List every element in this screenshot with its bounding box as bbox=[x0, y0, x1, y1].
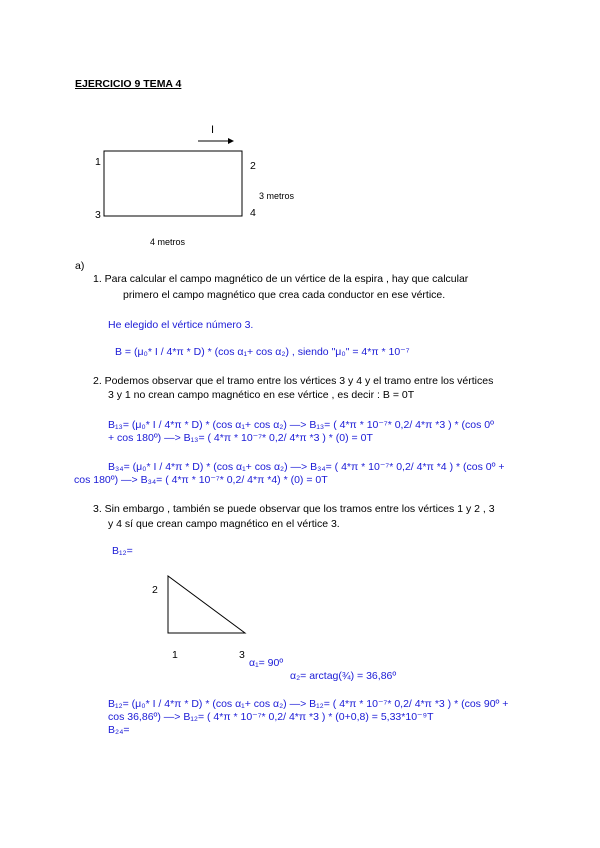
b34-line2: cos 180º) —> B₃₄= ( 4*π * 10⁻⁷* 0,2/ 4*π *4) * (0) = 0T bbox=[74, 474, 328, 486]
item1-line2: primero el campo magnético que crea cada conductor en ese vértice. bbox=[123, 289, 446, 301]
b24-heading: B₂₄= bbox=[108, 724, 130, 736]
vertex-1-label: 1 bbox=[95, 156, 101, 168]
width-label: 4 metros bbox=[150, 237, 186, 247]
b13-line2: + cos 180º) —> B₁₃= ( 4*π * 10⁻⁷* 0,2/ 4*π *3 ) * (0) = 0T bbox=[108, 432, 373, 444]
item1-line1: 1. Para calcular el campo magnético de un vértice de la espira , hay que calcular bbox=[93, 273, 469, 285]
alpha1-value: α₁= 90º bbox=[249, 657, 284, 669]
page-title: EJERCICIO 9 TEMA 4 bbox=[75, 78, 182, 90]
b13-line1: B₁₃= (μ₀* I / 4*π * D) * (cos α₁+ cos α₂) —> B₁₃= ( 4*π * 10⁻⁷* 0,2/ 4*π *3 ) * (cos 0º bbox=[108, 419, 494, 431]
height-label: 3 metros bbox=[259, 191, 295, 201]
item2-line2: 3 y 1 no crean campo magnético en ese vértice , es decir : B = 0T bbox=[108, 389, 415, 401]
b34-line1: B₃₄= (μ₀* I / 4*π * D) * (cos α₁+ cos α₂) —> B₃₄= ( 4*π * 10⁻⁷* 0,2/ 4*π *4 ) * (cos 0º + bbox=[108, 461, 505, 473]
vertex-4-label: 4 bbox=[250, 207, 256, 219]
vertex-3-label: 3 bbox=[95, 209, 101, 221]
alpha2-value: α₂= arctag(¾) = 36,86º bbox=[290, 670, 397, 682]
b12-heading: B₁₂= bbox=[112, 545, 133, 557]
item2-line1: 2. Podemos observar que el tramo entre los vértices 3 y 4 y el tramo entre los vértices bbox=[93, 375, 494, 387]
triangle-label-1: 1 bbox=[172, 649, 178, 661]
triangle-label-3: 3 bbox=[239, 649, 245, 661]
b12-line1: B₁₂= (μ₀* I / 4*π * D) * (cos α₁+ cos α₂) —> B₁₂= ( 4*π * 10⁻⁷* 0,2/ 4*π *3 ) * (cos 90º + bbox=[108, 698, 509, 710]
item3-line1: 3. Sin embargo , también se puede observar que los tramos entre los vértices 1 y 2 , 3 bbox=[93, 503, 495, 515]
b12-line2: cos 36,86º) —> B₁₂= ( 4*π * 10⁻⁷* 0,2/ 4*π *3 ) * (0+0,8) = 5,33*10⁻⁹T bbox=[108, 711, 434, 723]
vertex-2-label: 2 bbox=[250, 160, 256, 172]
item3-line2: y 4 sí que crean campo magnético en el vértice 3. bbox=[108, 518, 340, 530]
part-a-label: a) bbox=[75, 260, 85, 272]
right-triangle bbox=[168, 576, 245, 633]
chosen-vertex: He elegido el vértice número 3. bbox=[108, 319, 254, 331]
current-label: I bbox=[211, 124, 215, 136]
triangle-label-2: 2 bbox=[152, 584, 158, 596]
general-formula: B = (μ₀* I / 4*π * D) * (cos α₁+ cos α₂) , siendo "μ₀" = 4*π * 10⁻⁷ bbox=[115, 346, 410, 358]
